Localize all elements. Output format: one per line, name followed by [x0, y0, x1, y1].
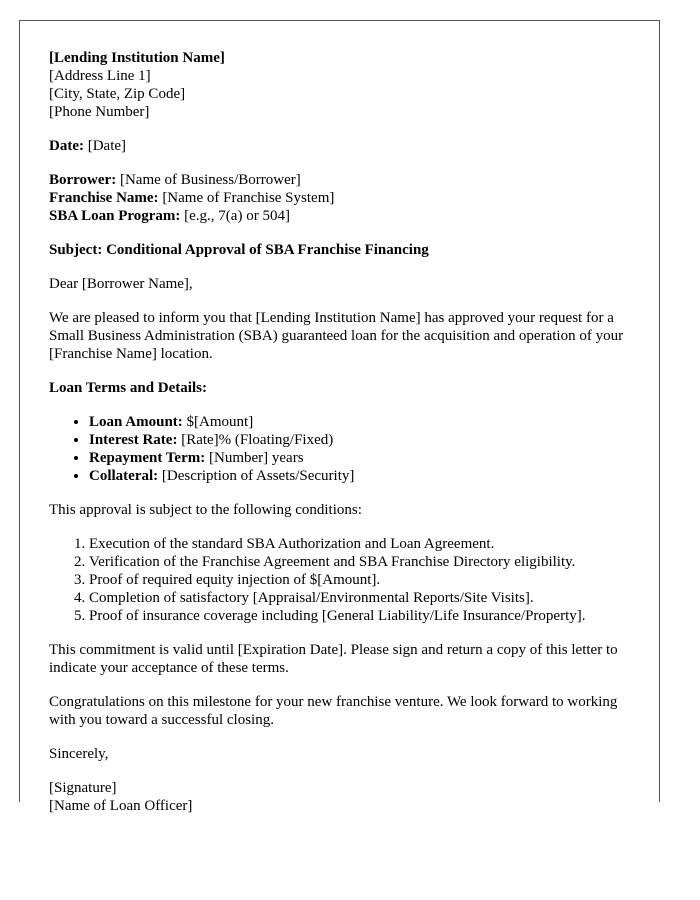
- franchise-label: Franchise Name:: [49, 190, 159, 206]
- list-item: 5. Proof of insurance coverage including [General Liability/Life Insurance/Property].: [89, 607, 639, 625]
- conditions-intro-text: This approval is subject to the following conditions:: [49, 502, 362, 518]
- franchise-line: [49, 189, 639, 207]
- signature-placeholder: [Signature]: [49, 780, 117, 796]
- congrats-paragraph: [49, 693, 639, 729]
- closing: [49, 745, 639, 763]
- validity-paragraph: [49, 641, 639, 677]
- institution-name: [Lending Institution Name]: [49, 50, 225, 66]
- term-label: Loan Amount:: [89, 414, 183, 430]
- terms-heading-text: Loan Terms and Details:: [49, 380, 207, 396]
- letter-content: [49, 49, 639, 815]
- program-line: [49, 207, 639, 225]
- borrower-value: [Name of Business/Borrower]: [119, 172, 301, 188]
- phone-number: [Phone Number]: [49, 104, 150, 120]
- subject-line: [49, 241, 639, 259]
- closing-text: Sincerely,: [49, 746, 109, 762]
- list-item: [89, 467, 639, 485]
- term-label: Interest Rate:: [89, 432, 178, 448]
- conditions-intro: [49, 501, 639, 519]
- address-line: [Address Line 1]: [49, 68, 151, 84]
- program-label: SBA Loan Program:: [49, 208, 181, 224]
- letter-page: [19, 20, 660, 814]
- subject: Subject: Conditional Approval of SBA Franchise Financing: [49, 242, 429, 258]
- term-label: Repayment Term:: [89, 450, 206, 466]
- list-item: 3. Proof of required equity injection of $[Amount].: [89, 571, 639, 589]
- program-value: [e.g., 7(a) or 504]: [184, 208, 290, 224]
- borrower-label: Borrower:: [49, 172, 117, 188]
- term-value: [Rate]% (Floating/Fixed): [181, 432, 334, 448]
- salutation: [49, 275, 639, 293]
- borrower-line: [49, 171, 639, 189]
- lender-header: [49, 49, 639, 121]
- date-line: [49, 137, 639, 155]
- salutation-text: Dear [Borrower Name],: [49, 276, 193, 292]
- term-label: Collateral:: [89, 468, 159, 484]
- terms-list: [49, 413, 639, 485]
- loan-info: [49, 171, 639, 225]
- intro-paragraph: [49, 309, 639, 363]
- list-item: [89, 449, 639, 467]
- term-value: [Description of Assets/Security]: [161, 468, 355, 484]
- franchise-value: [Name of Franchise System]: [162, 190, 335, 206]
- list-item: 4. Completion of satisfactory [Appraisal/Environmental Reports/Site Visits].: [89, 589, 639, 607]
- city-state-zip: [City, State, Zip Code]: [49, 86, 186, 102]
- list-item: [89, 431, 639, 449]
- validity-text: This commitment is valid until [Expiration Date]. Please sign and return a copy of this letter to indicate your acceptance of these terms.: [49, 642, 618, 676]
- term-value: $[Amount]: [186, 414, 254, 430]
- conditions-list: [49, 535, 639, 625]
- date-value: [Date]: [87, 138, 127, 154]
- list-item: [89, 413, 639, 431]
- list-item: 2. Verification of the Franchise Agreement and SBA Franchise Directory eligibility.: [89, 553, 639, 571]
- term-value: [Number] years: [209, 450, 304, 466]
- intro-text: We are pleased to inform you that [Lending Institution Name] has approved your request for a Small Business Administration (SBA) guaranteed loan for the acquisition and operation of your [Franchise Name] location.: [49, 310, 624, 362]
- congrats-text: Congratulations on this milestone for your new franchise venture. We look forward to working with you toward a successful closing.: [49, 694, 618, 728]
- signature-block: [49, 779, 639, 815]
- date-label: Date:: [49, 138, 84, 154]
- list-item: 1. Execution of the standard SBA Authorization and Loan Agreement.: [89, 535, 639, 553]
- terms-heading: [49, 379, 639, 397]
- signer-name: [Name of Loan Officer]: [49, 798, 193, 814]
